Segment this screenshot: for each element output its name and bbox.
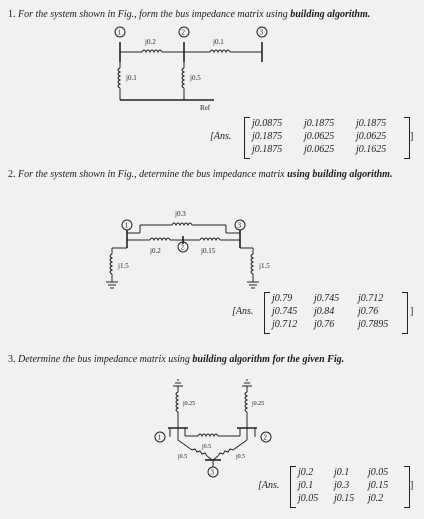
answer-close: ] [410,480,414,491]
matrix-cell: j0.3 [334,480,350,491]
matrix-cell: j0.0625 [356,131,387,142]
line-impedance-label: j0.5 [236,454,246,460]
bus-label: 3 [237,221,241,230]
bus-label: 3 [210,468,214,477]
matrix-cell: j0.1875 [252,144,283,155]
answer-label: [Ans. [210,131,232,142]
bus-label: 1 [124,221,128,230]
matrix-cell: j0.15 [368,480,389,491]
line-impedance-label: j0.2 [145,38,156,46]
question-number: 1. [8,9,16,20]
line-impedance-label: j0.15 [201,247,216,255]
shunt-impedance-label: j1.5 [259,262,270,270]
matrix-row [272,306,378,317]
bus-label: 3 [259,28,263,37]
matrix-cell: j0.712 [272,319,298,330]
line-impedance-label: j0.5 [202,444,212,450]
matrix-cell: j0.05 [298,493,319,504]
matrix-cell: j0.1875 [252,131,283,142]
answer-3 [258,466,422,508]
matrix-cell: j0.1625 [356,144,387,155]
question-3 [8,353,418,366]
bus-label: 2 [181,28,185,37]
matrix-cell: j0.1875 [304,118,335,129]
matrix-cell: j0.1 [334,467,350,478]
matrix-cell: j0.15 [334,493,355,504]
matrix-cell: j0.745 [314,293,340,304]
shunt-impedance-label: j1.5 [118,262,129,270]
matrix-cell: j0.0625 [304,131,335,142]
question-bold-text: using building algorithm. [287,169,393,180]
matrix-row [298,493,383,504]
matrix-cell: j0.76 [358,306,379,317]
matrix-cell: j0.2 [368,493,384,504]
matrix-cell: j0.2 [298,467,314,478]
bus-label: 2 [180,243,184,252]
shunt-impedance-label: j0.1 [126,74,137,82]
matrix-cell: j0.712 [358,293,384,304]
matrix-row [252,131,386,142]
shunt-impedance-label: j0.5 [190,74,201,82]
question-text: For the system shown in Fig., determine the bus impedance matrix [18,169,288,180]
answer-matrix [264,292,402,334]
answer-label: [Ans. [258,480,280,491]
matrix-cell: j0.1875 [356,118,387,129]
shunt-impedance-label: j0.25 [252,401,265,407]
matrix-cell: j0.05 [368,467,389,478]
matrix-cell: j0.7895 [358,319,389,330]
answer-close: ] [410,306,414,317]
question-bold-text: building algorithm. [290,9,371,20]
bus-label: 2 [263,433,267,442]
line-impedance-label: j0.3 [175,210,186,218]
bus-label: 1 [117,28,121,37]
matrix-cell: j0.745 [272,306,298,317]
line-impedance-label: j0.2 [150,247,161,255]
answer-1 [210,117,420,159]
answer-2 [232,292,422,334]
matrix-cell: j0.1 [298,480,314,491]
question-number: 3. [8,354,16,365]
bus-label: 1 [157,433,161,442]
matrix-row [298,467,388,478]
shunt-impedance-label: j0.25 [183,401,196,407]
matrix-row [252,144,386,155]
question-number: 2. [8,169,16,180]
matrix-cell: j0.0625 [304,144,335,155]
matrix-cell: j0.76 [314,319,335,330]
matrix-cell: j0.0875 [252,118,283,129]
question-2 [8,168,418,181]
matrix-cell: j0.84 [314,306,335,317]
matrix-row [298,480,388,491]
matrix-row [272,319,388,330]
matrix-row [272,293,383,304]
answer-matrix [290,466,404,508]
question-bold-text: building algorithm for the given Fig. [192,354,345,365]
answer-matrix [244,117,404,159]
line-impedance-label: j0.5 [178,454,188,460]
answer-close: ] [410,131,414,142]
matrix-cell: j0.79 [272,293,293,304]
answer-label: [Ans. [232,306,254,317]
question-text: Determine the bus impedance matrix using [18,354,193,365]
matrix-row [252,118,386,129]
line-impedance-label: j0.1 [213,38,224,46]
question-text: For the system shown in Fig., form the bus impedance matrix using [18,9,291,20]
reference-label: Ref [200,104,211,112]
